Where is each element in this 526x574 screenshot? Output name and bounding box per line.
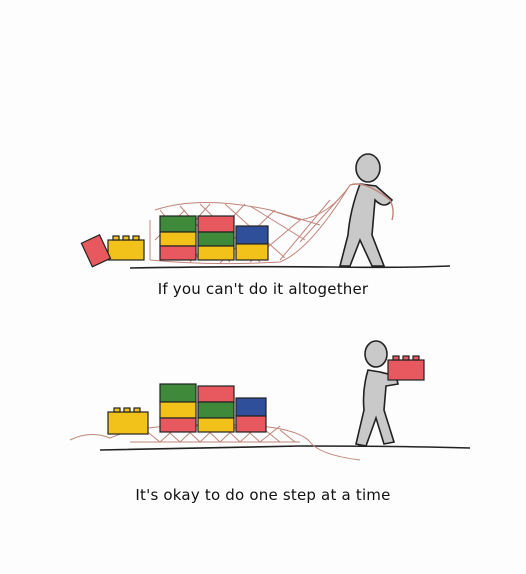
panel-top-illustration (0, 140, 526, 280)
ground-line (130, 266, 450, 268)
person-carrying (356, 341, 398, 446)
caption-bottom: It's okay to do one step at a time (135, 486, 391, 504)
loose-bricks (81, 235, 144, 267)
carried-brick (388, 356, 424, 380)
brick-stack (160, 384, 266, 432)
ground-line (100, 446, 470, 450)
brick-stack (160, 216, 268, 260)
person-pulling (340, 154, 392, 266)
loose-brick (108, 408, 148, 434)
caption-top: If you can't do it altogether (157, 280, 369, 298)
panel-bottom-illustration (0, 330, 526, 470)
